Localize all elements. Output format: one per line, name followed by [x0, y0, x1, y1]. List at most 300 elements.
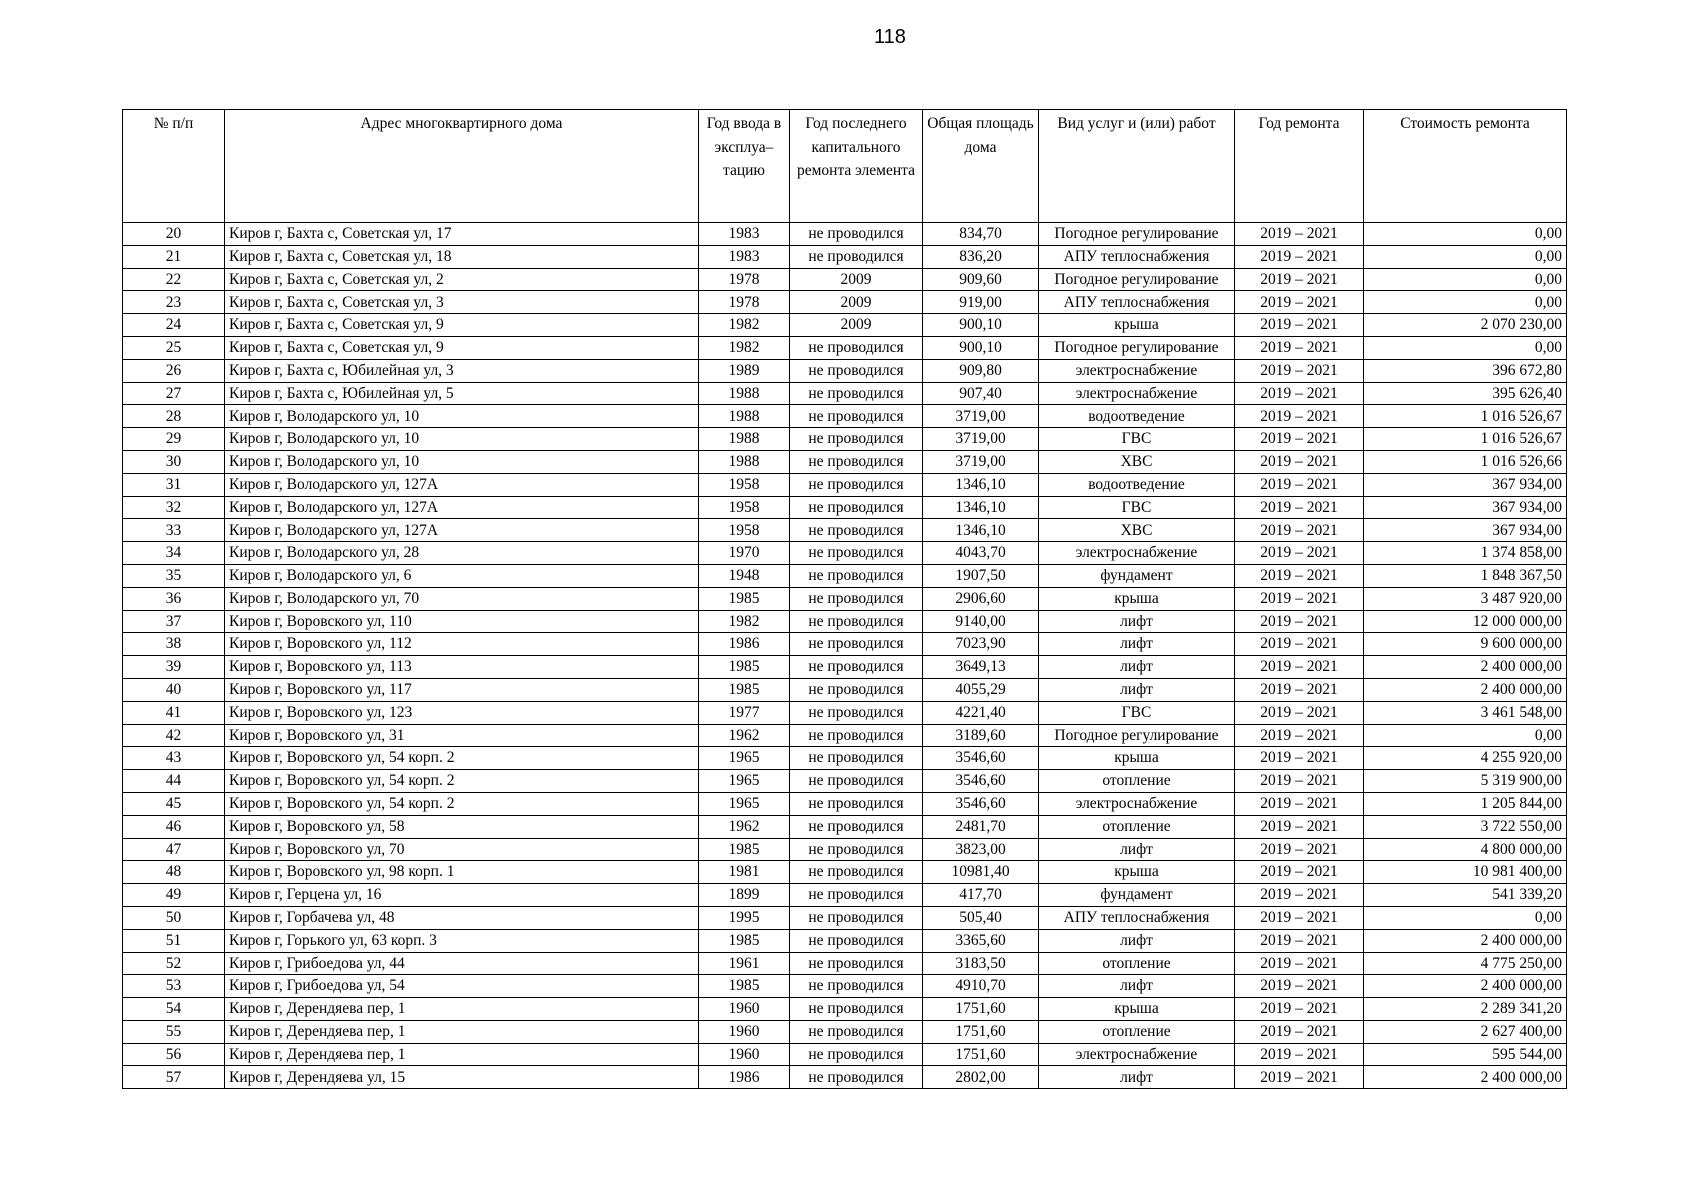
table-row [123, 314, 1567, 337]
cell-last-repair: 2009 [790, 314, 923, 337]
cell-work-type: ГВС [1039, 701, 1235, 724]
cell-number: 47 [123, 838, 225, 861]
cell-address: Киров г, Володарского ул, 127А [225, 496, 699, 519]
cell-total-area: 1751,60 [923, 1020, 1039, 1043]
cell-year-built: 1985 [699, 838, 790, 861]
cell-number: 49 [123, 884, 225, 907]
cell-total-area: 900,10 [923, 314, 1039, 337]
cell-number: 27 [123, 382, 225, 405]
cell-total-area: 505,40 [923, 906, 1039, 929]
cell-work-type: водоотведение [1039, 405, 1235, 428]
cell-year-built: 1965 [699, 792, 790, 815]
table-row [123, 998, 1567, 1021]
cell-repair-period: 2019 – 2021 [1235, 975, 1364, 998]
cell-last-repair: 2009 [790, 291, 923, 314]
cell-year-built: 1985 [699, 587, 790, 610]
cell-work-type: АПУ теплоснабжения [1039, 245, 1235, 268]
cell-year-built: 1988 [699, 450, 790, 473]
cell-repair-cost: 9 600 000,00 [1364, 633, 1567, 656]
cell-work-type: лифт [1039, 656, 1235, 679]
cell-year-built: 1958 [699, 496, 790, 519]
cell-total-area: 909,60 [923, 268, 1039, 291]
cell-address: Киров г, Горького ул, 63 корп. 3 [225, 929, 699, 952]
cell-last-repair: не проводился [790, 405, 923, 428]
cell-number: 34 [123, 542, 225, 565]
cell-number: 51 [123, 929, 225, 952]
cell-last-repair: не проводился [790, 952, 923, 975]
cell-repair-cost: 1 848 367,50 [1364, 564, 1567, 587]
cell-year-built: 1977 [699, 701, 790, 724]
table-row [123, 336, 1567, 359]
cell-last-repair: не проводился [790, 906, 923, 929]
cell-total-area: 2802,00 [923, 1066, 1039, 1089]
cell-address: Киров г, Воровского ул, 54 корп. 2 [225, 747, 699, 770]
table-row [123, 450, 1567, 473]
cell-last-repair: не проводился [790, 336, 923, 359]
cell-number: 56 [123, 1043, 225, 1066]
cell-year-built: 1989 [699, 359, 790, 382]
cell-address: Киров г, Дерендяева пер, 1 [225, 1020, 699, 1043]
cell-number: 44 [123, 770, 225, 793]
cell-repair-period: 2019 – 2021 [1235, 564, 1364, 587]
cell-year-built: 1985 [699, 929, 790, 952]
cell-repair-period: 2019 – 2021 [1235, 656, 1364, 679]
cell-repair-period: 2019 – 2021 [1235, 633, 1364, 656]
cell-last-repair: не проводился [790, 428, 923, 451]
cell-repair-cost: 0,00 [1364, 336, 1567, 359]
cell-last-repair: не проводился [790, 861, 923, 884]
table-row [123, 724, 1567, 747]
table-row [123, 1020, 1567, 1043]
cell-total-area: 4221,40 [923, 701, 1039, 724]
cell-number: 41 [123, 701, 225, 724]
cell-total-area: 10981,40 [923, 861, 1039, 884]
cell-repair-period: 2019 – 2021 [1235, 223, 1364, 246]
header-work-type: Вид услуг и (или) работ [1039, 110, 1235, 223]
cell-total-area: 836,20 [923, 245, 1039, 268]
cell-repair-period: 2019 – 2021 [1235, 314, 1364, 337]
table-row [123, 838, 1567, 861]
cell-total-area: 3365,60 [923, 929, 1039, 952]
cell-repair-cost: 4 775 250,00 [1364, 952, 1567, 975]
cell-total-area: 834,70 [923, 223, 1039, 246]
cell-year-built: 1970 [699, 542, 790, 565]
table-row [123, 564, 1567, 587]
cell-address: Киров г, Воровского ул, 123 [225, 701, 699, 724]
cell-year-built: 1978 [699, 268, 790, 291]
table-row [123, 359, 1567, 382]
cell-repair-cost: 2 289 341,20 [1364, 998, 1567, 1021]
cell-repair-cost: 3 722 550,00 [1364, 815, 1567, 838]
cell-work-type: лифт [1039, 975, 1235, 998]
table-row [123, 1066, 1567, 1089]
cell-address: Киров г, Бахта с, Советская ул, 3 [225, 291, 699, 314]
cell-number: 39 [123, 656, 225, 679]
cell-last-repair: не проводился [790, 656, 923, 679]
cell-number: 35 [123, 564, 225, 587]
cell-repair-cost: 1 016 526,67 [1364, 428, 1567, 451]
cell-year-built: 1983 [699, 245, 790, 268]
cell-number: 25 [123, 336, 225, 359]
header-total-area: Общая площадь дома [923, 110, 1039, 223]
cell-work-type: лифт [1039, 838, 1235, 861]
cell-number: 45 [123, 792, 225, 815]
cell-repair-cost: 2 400 000,00 [1364, 929, 1567, 952]
cell-year-built: 1985 [699, 678, 790, 701]
cell-work-type: лифт [1039, 929, 1235, 952]
cell-repair-period: 2019 – 2021 [1235, 473, 1364, 496]
cell-total-area: 3546,60 [923, 747, 1039, 770]
cell-year-built: 1995 [699, 906, 790, 929]
cell-repair-cost: 1 016 526,67 [1364, 405, 1567, 428]
cell-total-area: 2481,70 [923, 815, 1039, 838]
cell-year-built: 1988 [699, 428, 790, 451]
cell-repair-period: 2019 – 2021 [1235, 1020, 1364, 1043]
table-row [123, 245, 1567, 268]
cell-work-type: Погодное регулирование [1039, 223, 1235, 246]
cell-last-repair: не проводился [790, 1043, 923, 1066]
cell-number: 30 [123, 450, 225, 473]
cell-last-repair: не проводился [790, 633, 923, 656]
header-last-repair: Год последнего капитального ремонта элемента [790, 110, 923, 223]
cell-address: Киров г, Воровского ул, 31 [225, 724, 699, 747]
cell-address: Киров г, Воровского ул, 113 [225, 656, 699, 679]
cell-number: 21 [123, 245, 225, 268]
cell-repair-cost: 4 255 920,00 [1364, 747, 1567, 770]
cell-repair-cost: 595 544,00 [1364, 1043, 1567, 1066]
table-row [123, 952, 1567, 975]
cell-work-type: Погодное регулирование [1039, 724, 1235, 747]
cell-total-area: 919,00 [923, 291, 1039, 314]
cell-total-area: 1907,50 [923, 564, 1039, 587]
cell-work-type: фундамент [1039, 884, 1235, 907]
cell-repair-period: 2019 – 2021 [1235, 861, 1364, 884]
table-row [123, 223, 1567, 246]
cell-repair-cost: 0,00 [1364, 268, 1567, 291]
cell-number: 40 [123, 678, 225, 701]
cell-work-type: Погодное регулирование [1039, 268, 1235, 291]
cell-repair-period: 2019 – 2021 [1235, 838, 1364, 861]
cell-repair-cost: 3 487 920,00 [1364, 587, 1567, 610]
cell-repair-period: 2019 – 2021 [1235, 268, 1364, 291]
table-row [123, 428, 1567, 451]
cell-year-built: 1899 [699, 884, 790, 907]
cell-work-type: ГВС [1039, 496, 1235, 519]
cell-repair-period: 2019 – 2021 [1235, 450, 1364, 473]
cell-address: Киров г, Воровского ул, 54 корп. 2 [225, 792, 699, 815]
table-row [123, 770, 1567, 793]
table-row [123, 587, 1567, 610]
cell-work-type: ГВС [1039, 428, 1235, 451]
cell-repair-period: 2019 – 2021 [1235, 724, 1364, 747]
cell-work-type: крыша [1039, 314, 1235, 337]
cell-address: Киров г, Володарского ул, 6 [225, 564, 699, 587]
cell-repair-period: 2019 – 2021 [1235, 428, 1364, 451]
cell-year-built: 1982 [699, 314, 790, 337]
cell-repair-cost: 10 981 400,00 [1364, 861, 1567, 884]
cell-repair-period: 2019 – 2021 [1235, 405, 1364, 428]
cell-repair-cost: 0,00 [1364, 724, 1567, 747]
cell-address: Киров г, Горбачева ул, 48 [225, 906, 699, 929]
cell-total-area: 4910,70 [923, 975, 1039, 998]
cell-last-repair: не проводился [790, 245, 923, 268]
cell-repair-period: 2019 – 2021 [1235, 747, 1364, 770]
cell-repair-period: 2019 – 2021 [1235, 587, 1364, 610]
repair-table [122, 109, 1567, 1089]
header-address: Адрес многоквартирного дома [225, 110, 699, 223]
cell-number: 46 [123, 815, 225, 838]
table-row [123, 633, 1567, 656]
cell-work-type: крыша [1039, 587, 1235, 610]
cell-last-repair: не проводился [790, 610, 923, 633]
cell-number: 52 [123, 952, 225, 975]
cell-number: 48 [123, 861, 225, 884]
cell-repair-cost: 541 339,20 [1364, 884, 1567, 907]
cell-address: Киров г, Воровского ул, 54 корп. 2 [225, 770, 699, 793]
cell-year-built: 1983 [699, 223, 790, 246]
cell-total-area: 3719,00 [923, 428, 1039, 451]
cell-year-built: 1982 [699, 610, 790, 633]
cell-last-repair: не проводился [790, 359, 923, 382]
cell-year-built: 1981 [699, 861, 790, 884]
header-repair-period: Год ремонта [1235, 110, 1364, 223]
table-row [123, 542, 1567, 565]
cell-year-built: 1948 [699, 564, 790, 587]
cell-address: Киров г, Воровского ул, 117 [225, 678, 699, 701]
cell-last-repair: не проводился [790, 884, 923, 907]
cell-number: 20 [123, 223, 225, 246]
cell-total-area: 3649,13 [923, 656, 1039, 679]
cell-number: 54 [123, 998, 225, 1021]
cell-address: Киров г, Володарского ул, 10 [225, 405, 699, 428]
cell-total-area: 1751,60 [923, 998, 1039, 1021]
cell-address: Киров г, Воровского ул, 112 [225, 633, 699, 656]
cell-work-type: отопление [1039, 1020, 1235, 1043]
cell-address: Киров г, Грибоедова ул, 54 [225, 975, 699, 998]
cell-last-repair: не проводился [790, 587, 923, 610]
cell-last-repair: не проводился [790, 519, 923, 542]
table-row [123, 473, 1567, 496]
cell-total-area: 900,10 [923, 336, 1039, 359]
table-row [123, 861, 1567, 884]
table-row [123, 815, 1567, 838]
table-row [123, 678, 1567, 701]
cell-number: 43 [123, 747, 225, 770]
cell-last-repair: не проводился [790, 473, 923, 496]
cell-total-area: 4043,70 [923, 542, 1039, 565]
cell-work-type: крыша [1039, 998, 1235, 1021]
cell-last-repair: не проводился [790, 223, 923, 246]
cell-repair-period: 2019 – 2021 [1235, 792, 1364, 815]
cell-repair-period: 2019 – 2021 [1235, 701, 1364, 724]
cell-last-repair: не проводился [790, 496, 923, 519]
cell-last-repair: не проводился [790, 929, 923, 952]
cell-year-built: 1960 [699, 998, 790, 1021]
cell-address: Киров г, Бахта с, Юбилейная ул, 3 [225, 359, 699, 382]
cell-repair-period: 2019 – 2021 [1235, 291, 1364, 314]
cell-last-repair: не проводился [790, 792, 923, 815]
cell-address: Киров г, Дерендяева пер, 1 [225, 998, 699, 1021]
cell-number: 33 [123, 519, 225, 542]
cell-repair-period: 2019 – 2021 [1235, 929, 1364, 952]
cell-last-repair: не проводился [790, 838, 923, 861]
cell-year-built: 1982 [699, 336, 790, 359]
table-header [123, 110, 1567, 223]
page-number: 118 [874, 26, 906, 48]
cell-address: Киров г, Герцена ул, 16 [225, 884, 699, 907]
cell-repair-period: 2019 – 2021 [1235, 382, 1364, 405]
cell-repair-cost: 2 400 000,00 [1364, 678, 1567, 701]
table-row [123, 382, 1567, 405]
cell-work-type: отопление [1039, 952, 1235, 975]
cell-work-type: отопление [1039, 770, 1235, 793]
cell-repair-cost: 0,00 [1364, 906, 1567, 929]
cell-repair-period: 2019 – 2021 [1235, 815, 1364, 838]
table-row [123, 1043, 1567, 1066]
cell-year-built: 1962 [699, 815, 790, 838]
cell-address: Киров г, Володарского ул, 127А [225, 473, 699, 496]
cell-work-type: электроснабжение [1039, 792, 1235, 815]
cell-total-area: 1346,10 [923, 473, 1039, 496]
cell-repair-cost: 0,00 [1364, 223, 1567, 246]
cell-work-type: лифт [1039, 1066, 1235, 1089]
cell-number: 32 [123, 496, 225, 519]
cell-work-type: электроснабжение [1039, 382, 1235, 405]
cell-work-type: ХВС [1039, 450, 1235, 473]
cell-address: Киров г, Бахта с, Советская ул, 9 [225, 314, 699, 337]
cell-year-built: 1988 [699, 382, 790, 405]
cell-address: Киров г, Воровского ул, 110 [225, 610, 699, 633]
cell-last-repair: не проводился [790, 770, 923, 793]
cell-year-built: 1988 [699, 405, 790, 428]
cell-year-built: 1965 [699, 747, 790, 770]
cell-repair-period: 2019 – 2021 [1235, 519, 1364, 542]
cell-last-repair: не проводился [790, 747, 923, 770]
cell-work-type: электроснабжение [1039, 542, 1235, 565]
table-row [123, 792, 1567, 815]
cell-number: 26 [123, 359, 225, 382]
cell-total-area: 2906,60 [923, 587, 1039, 610]
cell-number: 53 [123, 975, 225, 998]
cell-year-built: 1960 [699, 1020, 790, 1043]
cell-total-area: 3719,00 [923, 450, 1039, 473]
cell-year-built: 1958 [699, 473, 790, 496]
cell-address: Киров г, Володарского ул, 10 [225, 450, 699, 473]
cell-work-type: лифт [1039, 678, 1235, 701]
cell-work-type: Погодное регулирование [1039, 336, 1235, 359]
cell-work-type: электроснабжение [1039, 359, 1235, 382]
cell-number: 42 [123, 724, 225, 747]
cell-total-area: 4055,29 [923, 678, 1039, 701]
cell-repair-cost: 2 627 400,00 [1364, 1020, 1567, 1043]
table-row [123, 291, 1567, 314]
cell-year-built: 1986 [699, 633, 790, 656]
cell-number: 36 [123, 587, 225, 610]
cell-number: 24 [123, 314, 225, 337]
cell-work-type: ХВС [1039, 519, 1235, 542]
cell-repair-cost: 0,00 [1364, 291, 1567, 314]
cell-address: Киров г, Дерендяева ул, 15 [225, 1066, 699, 1089]
cell-repair-cost: 2 400 000,00 [1364, 1066, 1567, 1089]
cell-repair-cost: 2 070 230,00 [1364, 314, 1567, 337]
cell-repair-period: 2019 – 2021 [1235, 359, 1364, 382]
cell-number: 50 [123, 906, 225, 929]
cell-number: 28 [123, 405, 225, 428]
cell-repair-cost: 3 461 548,00 [1364, 701, 1567, 724]
cell-total-area: 3189,60 [923, 724, 1039, 747]
cell-work-type: водоотведение [1039, 473, 1235, 496]
cell-number: 31 [123, 473, 225, 496]
cell-repair-period: 2019 – 2021 [1235, 542, 1364, 565]
cell-repair-period: 2019 – 2021 [1235, 610, 1364, 633]
cell-total-area: 7023,90 [923, 633, 1039, 656]
cell-number: 37 [123, 610, 225, 633]
cell-total-area: 1346,10 [923, 496, 1039, 519]
cell-address: Киров г, Бахта с, Советская ул, 17 [225, 223, 699, 246]
cell-address: Киров г, Бахта с, Юбилейная ул, 5 [225, 382, 699, 405]
cell-year-built: 1960 [699, 1043, 790, 1066]
cell-year-built: 1986 [699, 1066, 790, 1089]
cell-address: Киров г, Воровского ул, 70 [225, 838, 699, 861]
cell-repair-period: 2019 – 2021 [1235, 952, 1364, 975]
cell-number: 23 [123, 291, 225, 314]
cell-last-repair: не проводился [790, 724, 923, 747]
cell-last-repair: не проводился [790, 815, 923, 838]
cell-last-repair: не проводился [790, 1020, 923, 1043]
table-row [123, 610, 1567, 633]
cell-total-area: 3546,60 [923, 792, 1039, 815]
cell-address: Киров г, Дерендяева пер, 1 [225, 1043, 699, 1066]
cell-repair-cost: 2 400 000,00 [1364, 975, 1567, 998]
cell-repair-period: 2019 – 2021 [1235, 1066, 1364, 1089]
cell-last-repair: не проводился [790, 382, 923, 405]
cell-number: 57 [123, 1066, 225, 1089]
cell-address: Киров г, Воровского ул, 98 корп. 1 [225, 861, 699, 884]
cell-repair-cost: 367 934,00 [1364, 473, 1567, 496]
table-row [123, 884, 1567, 907]
cell-work-type: АПУ теплоснабжения [1039, 906, 1235, 929]
table-body [123, 223, 1567, 1089]
cell-work-type: крыша [1039, 747, 1235, 770]
cell-address: Киров г, Володарского ул, 70 [225, 587, 699, 610]
cell-repair-cost: 2 400 000,00 [1364, 656, 1567, 679]
table-row [123, 929, 1567, 952]
header-repair-cost: Стоимость ремонта [1364, 110, 1567, 223]
cell-repair-period: 2019 – 2021 [1235, 884, 1364, 907]
cell-repair-cost: 12 000 000,00 [1364, 610, 1567, 633]
cell-repair-period: 2019 – 2021 [1235, 1043, 1364, 1066]
cell-repair-period: 2019 – 2021 [1235, 906, 1364, 929]
cell-address: Киров г, Бахта с, Советская ул, 9 [225, 336, 699, 359]
cell-year-built: 1961 [699, 952, 790, 975]
table-row [123, 701, 1567, 724]
cell-year-built: 1985 [699, 975, 790, 998]
cell-last-repair: не проводился [790, 450, 923, 473]
cell-total-area: 907,40 [923, 382, 1039, 405]
header-year-built: Год ввода в эксплуа–тацию [699, 110, 790, 223]
cell-last-repair: не проводился [790, 998, 923, 1021]
table-row [123, 519, 1567, 542]
cell-work-type: крыша [1039, 861, 1235, 884]
cell-work-type: лифт [1039, 633, 1235, 656]
cell-repair-cost: 1 374 858,00 [1364, 542, 1567, 565]
cell-address: Киров г, Володарского ул, 127А [225, 519, 699, 542]
cell-repair-period: 2019 – 2021 [1235, 496, 1364, 519]
cell-address: Киров г, Бахта с, Советская ул, 18 [225, 245, 699, 268]
cell-repair-cost: 0,00 [1364, 245, 1567, 268]
cell-number: 22 [123, 268, 225, 291]
cell-last-repair: не проводился [790, 542, 923, 565]
